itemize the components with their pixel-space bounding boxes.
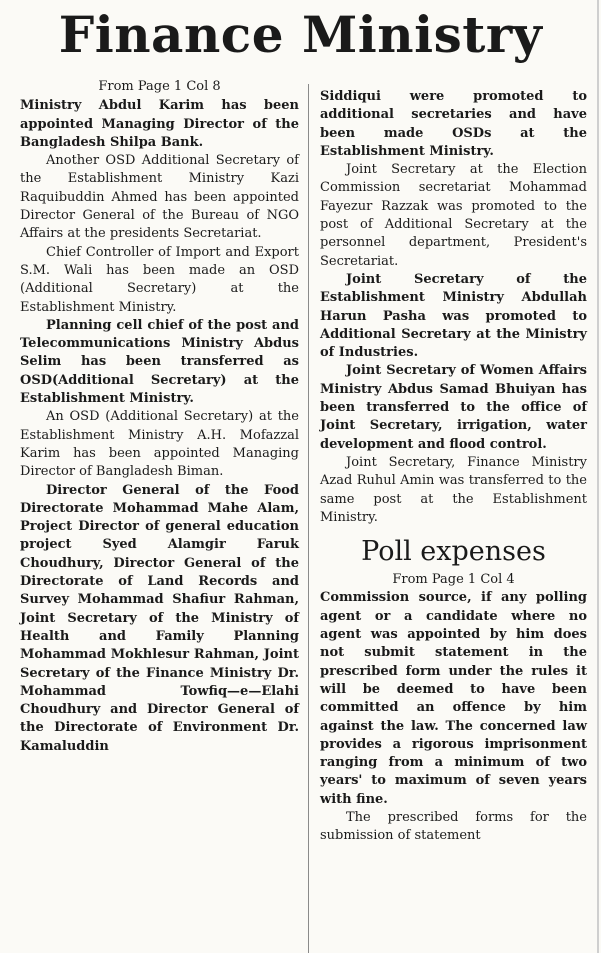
page-edge [597,0,599,953]
paragraph: Another OSD Additional Secretary of the Establishment Ministry Kazi Raquibuddin Ahmed has been appointed Director General of the Bureau of NGO Affairs at the presidents Secretariat. [20,153,299,242]
paragraph: Joint Secretary, Finance Ministry Azad Ruhul Amin was transferred to the same post at the Establishment Ministry. [320,454,587,525]
paragraph: Joint Secretary of Women Affairs Ministry Abdus Samad Bhuiyan has been transferred to the office of Joint Secretary, irrigation, water development and flood control. [320,363,587,452]
jump-line: From Page 1 Col 4 [392,572,515,588]
paragraph: The prescribed forms for the submission of statement [320,809,587,844]
left-column [20,78,299,756]
paragraph: Planning cell chief of the post and Telecommunications Ministry Abdus Selim has been transferred as OSD(Additional Secretary) at the Establishment Ministry. [20,317,299,407]
paragraph: Joint Secretary at the Election Commission secretariat Mohammad Fayezur Razzak was promoted to the post of Additional Secretary at the personnel department, President's Secretariat. [320,162,587,269]
column-rule [308,84,309,953]
paragraph: An OSD (Additional Secretary) at the Establishment Ministry A.H. Mofazzal Karim has been appointed Managing Director of Bangladesh Biman. [20,409,299,480]
paragraph: Ministry Abdul Karim has been appointed Managing Director of the Bangladesh Shilpa Bank. [20,98,299,150]
jump-line: From Page 1 Col 8 [98,79,221,94]
paragraph: Joint Secretary of the Establishment Ministry Abdullah Harun Pasha was promoted to Additional Secretary at the Ministry of Industries. [320,271,587,361]
paragraph: Siddiqui were promoted to additional secretaries and have been made OSDs at the Establishment Ministry. [320,89,587,159]
paragraph: Chief Controller of Import and Export S.M. Wali has been made an OSD (Additional Secretary) at the Establishment Ministry. [20,244,299,315]
headline: Finance Ministry [58,5,543,64]
paragraph: Director General of the Food Directorate Mohammad Mahe Alam, Project Director of general education project Syed Alamgir Faruk Choudhury, Director General of the Directorate of Land Records and Survey Mohammad Shafiur Rahman, Joint Secretary of the Ministry of Health and Family Planning Mohammad Mokhlesur Rahman, Joint Secretary of the Finance Ministry Dr. Mohammad Towfiq—e—Elahi Choudhury and Director General of the Directorate of Environment Dr. Kamaluddin [20,482,299,754]
right-column [320,88,587,846]
poll-expenses-title: Poll expenses [361,536,546,568]
paragraph: Commission source, if any polling agent or a candidate where no agent was appointed by him does not submit statement in the prescribed form under the rules it will be deemed to have been committed an offence by him against the law. The concerned law provides a rigorous imprisonment ranging from a minimum of two years' to maximum of seven years with fine. [320,590,587,807]
